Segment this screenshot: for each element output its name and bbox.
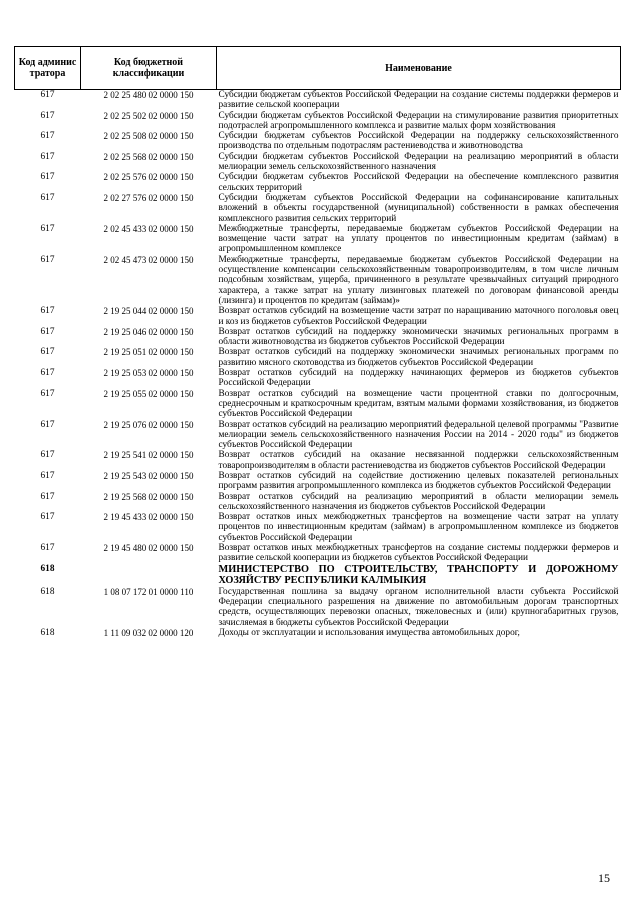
table-row xyxy=(15,389,621,420)
budget-code-cell: 2 02 25 508 02 0000 150 xyxy=(103,131,194,142)
name-cell: Межбюджетные трансферты, передаваемые бюджетам субъектов Российской Федерации на возмещение части затрат на уплату процентов по инвестиционным кредитам (займам) в агропромышленном комплексе xyxy=(218,223,619,255)
budget-code-cell: 2 19 25 051 02 0000 150 xyxy=(103,347,194,358)
budget-code-cell: 2 02 25 568 02 0000 150 xyxy=(103,151,194,162)
name-cell: Возврат остатков субсидий на реализацию мероприятий федеральной целевой программы "Развитие мелиорации земель сельскохозяйственного назначения России на 2014 - 2020 годы" из бюджетов субъектов Российской Федерации xyxy=(218,419,619,451)
budget-code-cell: 2 02 25 502 02 0000 150 xyxy=(103,110,194,121)
table-row xyxy=(15,347,621,368)
page-number: 15 xyxy=(598,871,610,885)
table-row xyxy=(15,327,621,348)
budget-codes-table xyxy=(14,46,621,638)
budget-code-cell: 2 19 25 076 02 0000 150 xyxy=(103,419,194,430)
header-budget-code: Код бюджетной классификации xyxy=(81,47,217,90)
budget-code-cell: 2 19 25 046 02 0000 150 xyxy=(103,326,194,337)
header-admin-code: Код админис тратора xyxy=(15,47,81,90)
name-cell: Субсидии бюджетам субъектов Российской Федерации на обеспечение комплексного развития сельских территорий xyxy=(218,172,619,193)
admin-code-cell: 617 xyxy=(40,151,55,162)
budget-code-cell: 2 19 25 053 02 0000 150 xyxy=(103,368,194,379)
name-cell: Субсидии бюджетам субъектов Российской Федерации на стимулирование развития приоритетных подотраслей агропромышленного комплекса и развитие малых форм хозяйствования xyxy=(218,110,619,131)
budget-code-cell: 2 02 25 576 02 0000 150 xyxy=(103,172,194,183)
name-cell: Субсидии бюджетам субъектов Российской Федерации на поддержку сельскохозяйственного производства по отдельным подотраслям растениеводства и животноводства xyxy=(218,131,619,152)
name-cell: Субсидии бюджетам субъектов Российской Федерации на создание системы поддержки фермеров и развитие сельской кооперации xyxy=(218,90,619,111)
document-page xyxy=(14,46,620,638)
table-row xyxy=(15,172,621,193)
table-row xyxy=(15,543,621,564)
budget-code-cell: 1 11 09 032 02 0000 120 xyxy=(103,627,194,638)
table-row xyxy=(15,224,621,255)
table-header xyxy=(15,47,621,90)
admin-code-cell: 617 xyxy=(40,192,55,203)
name-cell: Возврат остатков субсидий на возмещение части затрат по наращиванию маточного поголовья овец и коз из бюджетов субъектов Российской Федерации xyxy=(218,306,619,327)
budget-code-cell: 1 08 07 172 01 0000 110 xyxy=(103,586,194,597)
budget-code-cell: 2 19 25 541 02 0000 150 xyxy=(103,450,194,461)
admin-code-cell: 617 xyxy=(40,254,55,265)
budget-code-cell: 2 19 25 044 02 0000 150 xyxy=(103,306,194,317)
budget-code-cell: 2 02 27 576 02 0000 150 xyxy=(103,192,194,203)
name-cell: Возврат остатков иных межбюджетных трансфертов на создание системы поддержки фермеров и развитие сельской кооперации из бюджетов субъектов Российской Федерации xyxy=(218,543,619,564)
budget-code-cell: 2 19 25 055 02 0000 150 xyxy=(103,388,194,399)
admin-code-cell: 617 xyxy=(40,306,55,317)
name-cell: Возврат остатков субсидий на реализацию мероприятий в области мелиорации земель сельскохозяйственного назначения из бюджетов субъектов Российской Федерации xyxy=(218,491,619,512)
admin-code-cell: 618 xyxy=(40,586,55,597)
table-row xyxy=(15,111,621,132)
name-cell: Межбюджетные трансферты, передаваемые бюджетам субъектов Российской Федерации на осуществление компенсации сельскохозяйственным товаропроизводителям, в том числе личным подсобным хозяйствам, ущерба, причиненного в результате чрезвычайных ситуаций природного характера, а также затрат на уплату лизинговых платежей по договорам финансовой аренды (лизинга) и процентов по кредитам (займам)» xyxy=(218,254,619,306)
header-name: Наименование xyxy=(217,47,621,90)
table-row xyxy=(15,368,621,389)
admin-code-cell: 617 xyxy=(40,368,55,379)
name-cell: Возврат остатков субсидий на оказание несвязанной поддержки сельскохозяйственным товаропроизводителям в области растениеводства из бюджетов субъектов Российской Федерации xyxy=(218,450,619,471)
table-body xyxy=(15,90,621,639)
budget-code-cell xyxy=(81,564,217,587)
admin-code-cell: 617 xyxy=(40,223,55,234)
name-cell: Государственная пошлина за выдачу органом исполнительной власти субъекта Российской Федерации специального разрешения на движение по автомобильным дорогам транспортных средств, осуществляющих перевозки опасных, тяжеловесных и (или) крупногабаритных грузов, зачисляемая в бюджеты субъектов Российской Федерации xyxy=(218,586,619,628)
admin-code-cell: 617 xyxy=(40,470,55,481)
name-cell: Возврат остатков субсидий на поддержку экономически значимых региональных программ в области животноводства из бюджетов субъектов Российской Федерации xyxy=(218,326,619,348)
budget-code-cell: 2 19 25 543 02 0000 150 xyxy=(103,470,194,481)
name-cell: Возврат остатков субсидий на поддержку начинающих фермеров из бюджетов субъектов Российской Федерации xyxy=(218,368,619,389)
table-row xyxy=(15,420,621,451)
budget-code-cell: 2 19 25 568 02 0000 150 xyxy=(103,491,194,502)
budget-code-cell: 2 19 45 480 02 0000 150 xyxy=(103,543,194,554)
admin-code-cell: 617 xyxy=(40,110,55,121)
name-cell: Субсидии бюджетам субъектов Российской Федерации на реализацию мероприятий в области мелиорации земель сельскохозяйственного назначения xyxy=(218,151,619,173)
name-cell: МИНИСТЕРСТВО ПО СТРОИТЕЛЬСТВУ, ТРАНСПОРТУ И ДОРОЖНОМУ ХОЗЯЙСТВУ РЕСПУБЛИКИ КАЛМЫКИЯ xyxy=(218,563,619,587)
admin-code-cell: 617 xyxy=(40,326,55,337)
table-row xyxy=(15,471,621,492)
name-cell: Возврат остатков субсидий на содействие достижению целевых показателей региональных программ развития агропромышленного комплекса из бюджетов субъектов Российской Федерации xyxy=(218,470,619,492)
admin-code-cell: 617 xyxy=(40,388,55,399)
table-row xyxy=(15,450,621,471)
table-row xyxy=(15,255,621,306)
admin-code-cell: 617 xyxy=(40,450,55,461)
table-row xyxy=(15,564,621,587)
admin-code-cell: 617 xyxy=(40,90,55,100)
admin-code-cell: 617 xyxy=(40,543,55,554)
budget-code-cell: 2 02 45 473 02 0000 150 xyxy=(103,254,194,265)
table-row xyxy=(15,131,621,152)
admin-code-cell: 617 xyxy=(40,419,55,430)
table-row xyxy=(15,152,621,173)
admin-code-cell: 618 xyxy=(40,563,55,574)
admin-code-cell: 617 xyxy=(40,491,55,502)
name-cell: Возврат остатков субсидий на возмещение части процентной ставки по долгосрочным, среднесрочным и краткосрочным кредитам, взятым малыми формами хозяйствования, из бюджетов субъектов Российской Федерации xyxy=(218,388,619,420)
table-row xyxy=(15,193,621,224)
name-cell: Субсидии бюджетам субъектов Российской Федерации на софинансирование капитальных вложений в объекты государственной (муниципальной) собственности в рамках обеспечения комплексного развития сельских территорий xyxy=(218,192,619,224)
budget-code-cell: 2 19 45 433 02 0000 150 xyxy=(103,512,194,523)
admin-code-cell: 617 xyxy=(40,512,55,523)
table-row xyxy=(15,587,621,628)
table-row xyxy=(15,90,621,111)
table-row xyxy=(15,306,621,327)
admin-code-cell: 617 xyxy=(40,347,55,358)
budget-code-cell: 2 02 25 480 02 0000 150 xyxy=(103,90,194,100)
table-row xyxy=(15,492,621,513)
table-row xyxy=(15,512,621,543)
name-cell: Возврат остатков иных межбюджетных трансфертов на возмещение части затрат на уплату процентов по инвестиционным кредитам (займам) в агропромышленном комплексе из бюджетов субъектов Российской Федерации xyxy=(218,512,619,543)
budget-code-cell: 2 02 45 433 02 0000 150 xyxy=(103,223,194,234)
admin-code-cell: 617 xyxy=(40,131,55,142)
admin-code-cell: 618 xyxy=(40,627,55,638)
admin-code-cell: 617 xyxy=(40,172,55,183)
table-row xyxy=(15,628,621,638)
name-cell: Возврат остатков субсидий на поддержку экономически значимых региональных программ по развитию мясного скотоводства из бюджетов субъектов Российской Федерации xyxy=(218,347,619,368)
name-cell: Доходы от эксплуатации и использования имущества автомобильных дорог, xyxy=(218,627,520,638)
